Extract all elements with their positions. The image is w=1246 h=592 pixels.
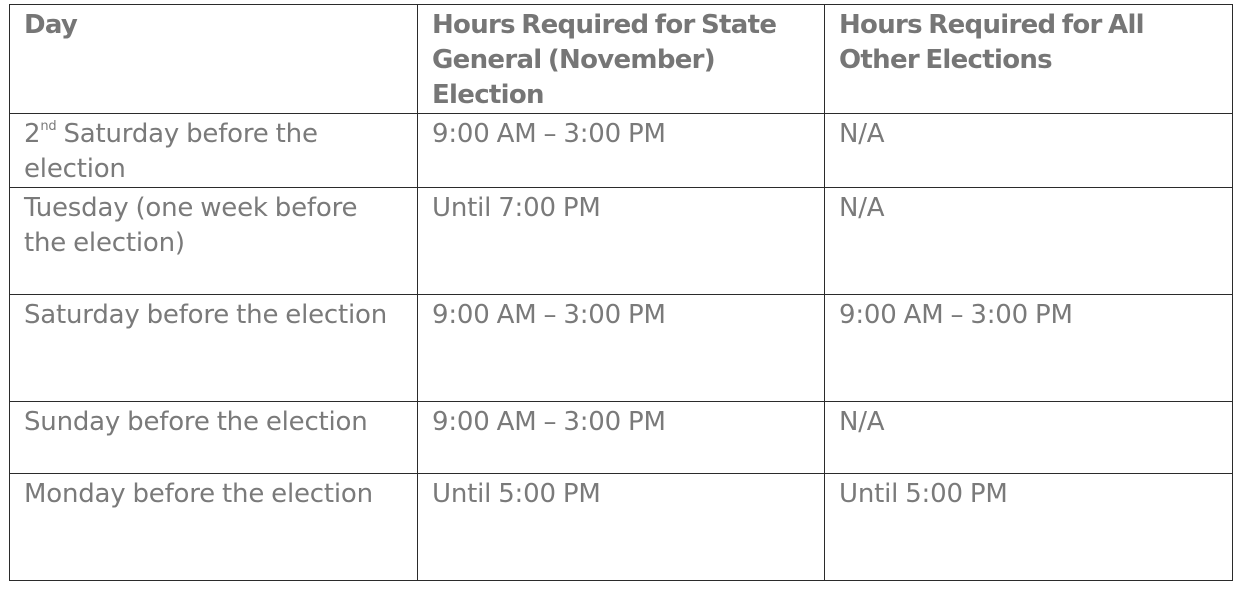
cell-other-elections-hours: Until 5:00 PM [825, 474, 1233, 581]
cell-state-general-hours: Until 7:00 PM [418, 188, 825, 295]
cell-other-elections-hours: N/A [825, 402, 1233, 474]
cell-other-elections-hours: N/A [825, 188, 1233, 295]
table-row [10, 188, 1233, 295]
cell-state-general-hours: 9:00 AM – 3:00 PM [418, 114, 825, 188]
ordinal-suffix: nd [40, 119, 57, 134]
cell-state-general-hours: Until 5:00 PM [418, 474, 825, 581]
cell-day: Saturday before the election [10, 295, 418, 402]
table-row [10, 295, 1233, 402]
cell-day [10, 114, 418, 188]
cell-other-elections-hours: 9:00 AM – 3:00 PM [825, 295, 1233, 402]
cell-other-elections-hours: N/A [825, 114, 1233, 188]
cell-day: Monday before the election [10, 474, 418, 581]
early-voting-hours-table [9, 4, 1233, 581]
table-header-row [10, 5, 1233, 114]
ordinal-number: 2 [24, 119, 41, 149]
cell-day: Tuesday (one week before the election) [10, 188, 418, 295]
cell-state-general-hours: 9:00 AM – 3:00 PM [418, 295, 825, 402]
header-day: Day [10, 5, 418, 114]
table-row [10, 114, 1233, 188]
cell-day: Sunday before the election [10, 402, 418, 474]
table-row [10, 474, 1233, 581]
cell-state-general-hours: 9:00 AM – 3:00 PM [418, 402, 825, 474]
day-text: Saturday before the election [24, 119, 318, 184]
table-row [10, 402, 1233, 474]
header-state-general-hours: Hours Required for State General (November) Election [418, 5, 825, 114]
header-other-elections-hours: Hours Required for All Other Elections [825, 5, 1233, 114]
